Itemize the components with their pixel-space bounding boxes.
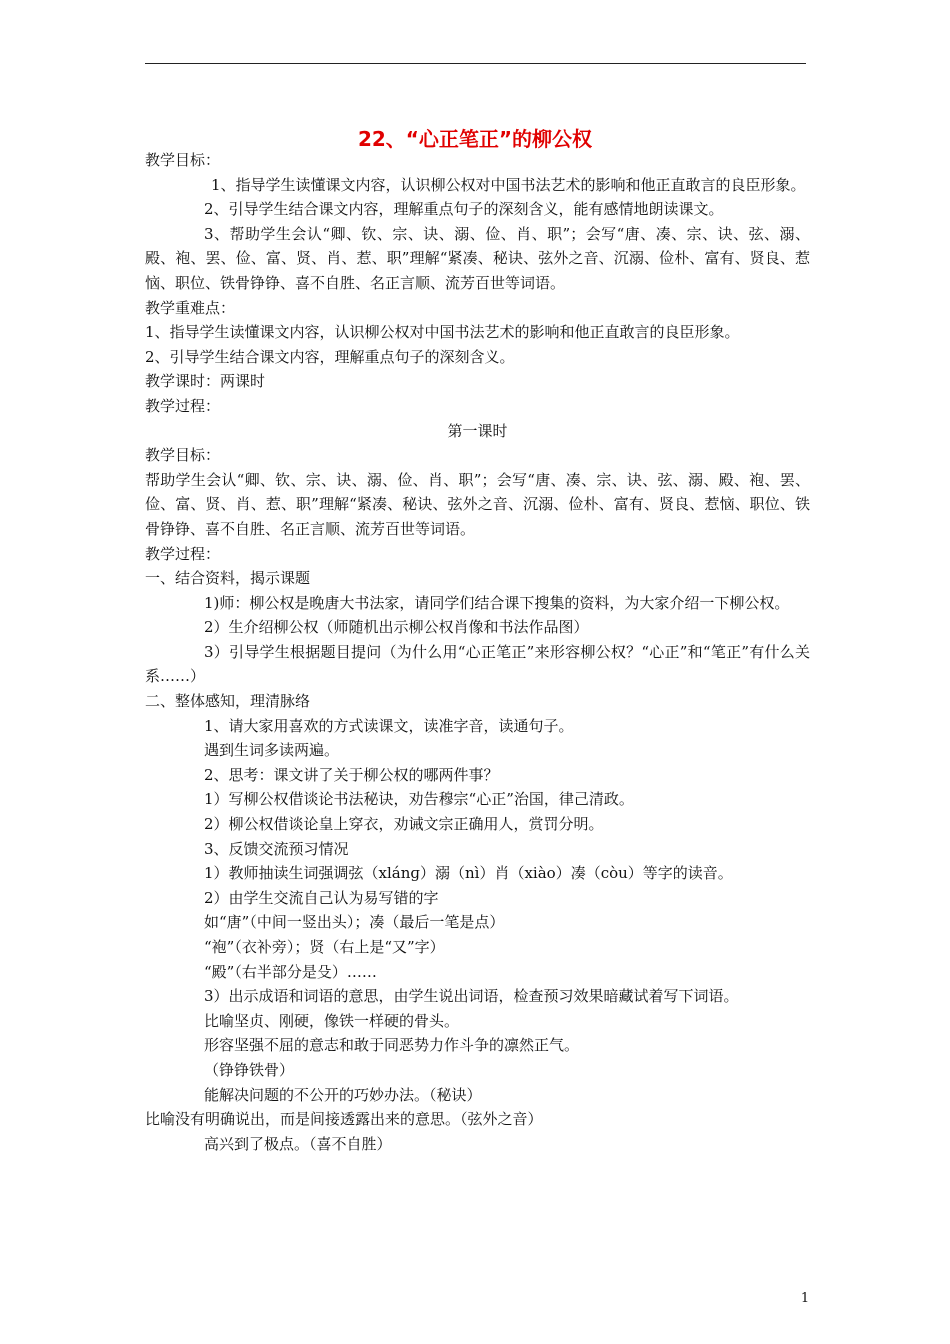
paragraph: 第一课时 <box>447 421 508 440</box>
paragraph: 形容坚强不屈的意志和敢于同恶势力作斗争的凛然正气。 <box>204 1036 580 1055</box>
paragraph: 3、帮助学生会认“卿、钦、宗、诀、溺、俭、肖、职”；会写“唐、凑、宗、诀、弦、溺、殿、袍、罢、俭、富、贤、肖、惹、职”理解“紧凑、秘诀、弦外之音、沉溺、俭朴、富有、贤良、惹恼、职位、铁骨铮铮、喜不自胜、名正言顺、流芳百世等词语。 <box>145 224 810 292</box>
paragraph: 2）柳公权借谈论皇上穿衣，劝诫文宗正确用人，赏罚分明。 <box>204 815 604 834</box>
paragraph: 如“唐”（中间一竖出头）；凑（最后一笔是点） <box>204 913 505 932</box>
paragraph: 帮助学生会认“卿、钦、宗、诀、溺、俭、肖、职”；会写“唐、凑、宗、诀、弦、溺、殿、袍、罢、俭、富、贤、肖、惹、职”理解“紧凑、秘诀、弦外之音、沉溺、俭朴、富有、贤良、惹恼、职位、铁骨铮铮、喜不自胜、名正言顺、流芳百世等词语。 <box>145 470 810 538</box>
paragraph: 能解决问题的不公开的巧妙办法。（秘诀） <box>204 1085 482 1104</box>
paragraph: 比喻坚贞、刚硬，像铁一样硬的骨头。 <box>204 1011 460 1030</box>
paragraph: 1)师：柳公权是晚唐大书法家，请同学们结合课下搜集的资料，为大家介绍一下柳公权。 <box>204 593 790 612</box>
paragraph: 1、指导学生读懂课文内容，认识柳公权对中国书法艺术的影响和他正直敢言的良臣形象。 <box>145 323 740 342</box>
paragraph: 3）引导学生根据题目提问（为什么用“心正笔正”来形容柳公权？“心正”和“笔正”有什么关系……） <box>145 642 810 686</box>
paragraph: 教学过程： <box>145 396 221 415</box>
document-body <box>145 148 810 1156</box>
paragraph: 3）出示成语和词语的意思，由学生说出词语，检查预习效果暗藏试着写下词语。 <box>204 987 739 1006</box>
paragraph: 1）写柳公权借谈论书法秘诀，劝告穆宗“心正”治国，律己清政。 <box>204 790 634 809</box>
paragraph: 2、引导学生结合课文内容，理解重点句子的深刻含义。 <box>145 347 515 366</box>
paragraph: 1）教师抽读生词强调弦（xlánɡ）溺（nì）肖（xiào）凑（còu）等字的读音。 <box>204 864 733 883</box>
paragraph: 教学目标： <box>145 151 221 169</box>
paragraph: 一、结合资料，揭示课题 <box>145 569 311 588</box>
paragraph: 教学重难点： <box>145 298 236 317</box>
paragraph: 1、请大家用喜欢的方式读课文，读准字音，读通句子。 <box>204 716 574 735</box>
header-rule <box>145 63 806 64</box>
paragraph: 高兴到了极点。（喜不自胜） <box>204 1134 392 1153</box>
paragraph: 2、引导学生结合课文内容，理解重点句子的深刻含义，能有感情地朗读课文。 <box>204 200 724 219</box>
paragraph: 2）生介绍柳公权（师随机出示柳公权肖像和书法作品图） <box>204 618 589 637</box>
paragraph: （铮铮铁骨） <box>204 1060 295 1079</box>
page-title: 22、“心正笔正”的柳公权 <box>357 127 593 151</box>
paragraph: 教学目标： <box>145 446 221 465</box>
paragraph: 遇到生词多读两遍。 <box>204 741 340 760</box>
paragraph: 2）由学生交流自己认为易写错的字 <box>204 888 439 907</box>
paragraph: 教学课时：两课时 <box>145 372 266 391</box>
page-number: 1 <box>800 1291 810 1306</box>
paragraph: 2、思考：课文讲了关于柳公权的哪两件事？ <box>204 765 499 784</box>
paragraph: “殿”（右半部分是殳）…… <box>204 962 377 981</box>
paragraph: 教学过程： <box>145 544 221 563</box>
paragraph: 3、反馈交流预习情况 <box>204 839 349 858</box>
paragraph: 1、指导学生读懂课文内容，认识柳公权对中国书法艺术的影响和他正直敢言的良臣形象。 <box>211 175 806 194</box>
paragraph: 比喻没有明确说出，而是间接透露出来的意思。（弦外之音） <box>145 1110 543 1129</box>
paragraph: “袍”（衣补旁）；贤（右上是“又”字） <box>204 938 445 956</box>
paragraph: 二、整体感知，理清脉络 <box>145 692 311 711</box>
